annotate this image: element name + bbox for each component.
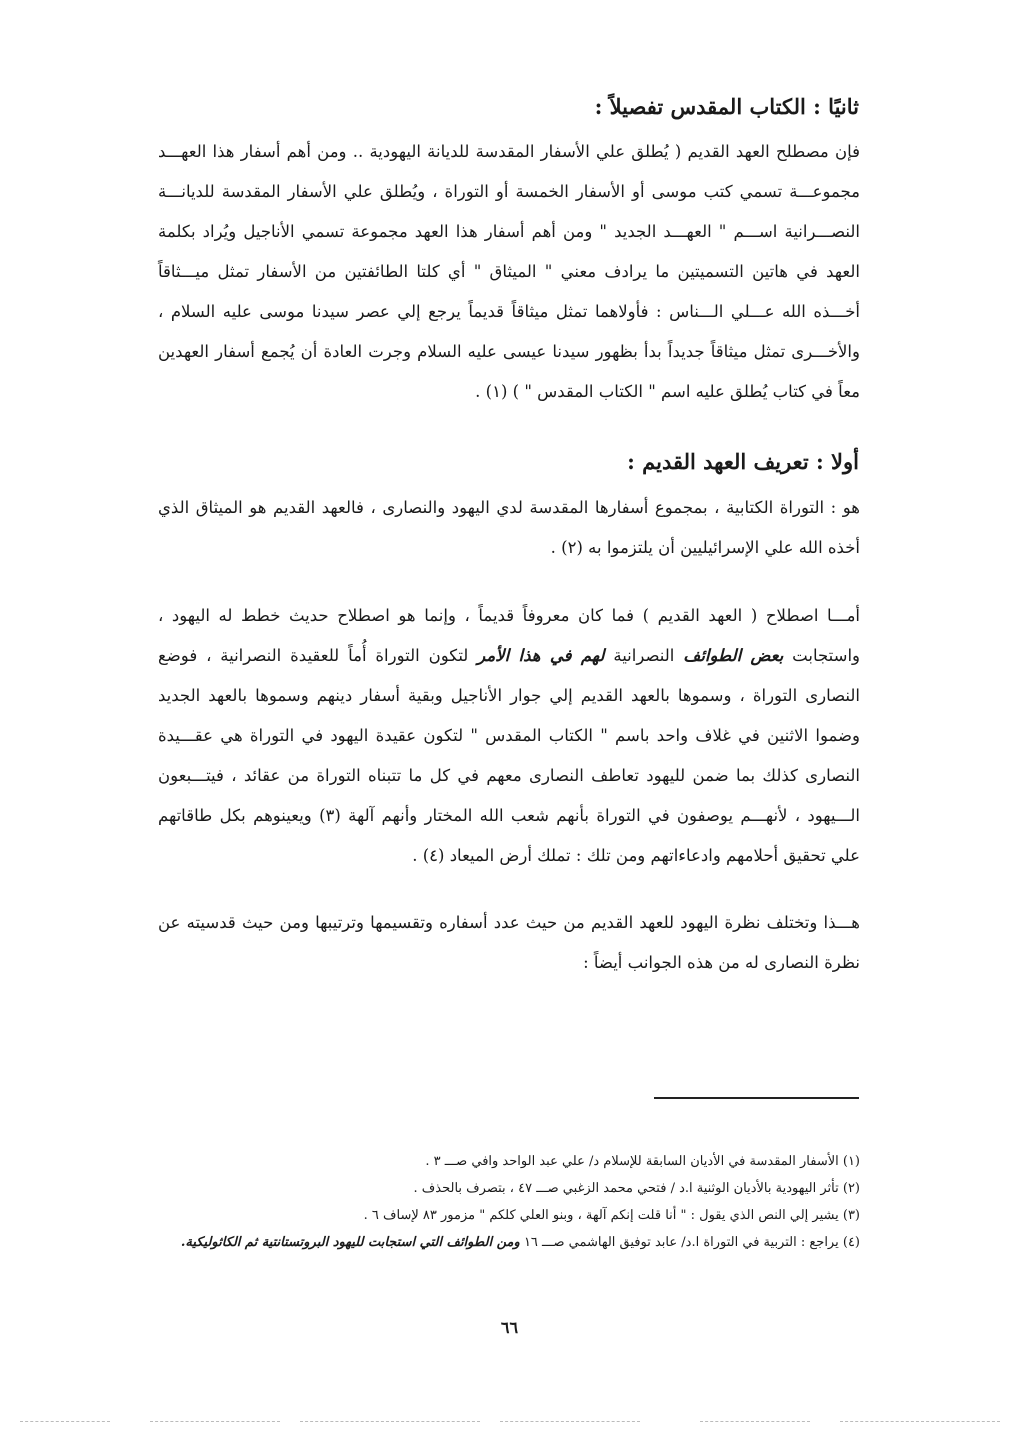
section-heading-firstly: أولا : تعريف العهد القديم : [627,449,859,474]
paragraph-text-part: النصرانية [613,646,675,665]
scan-artifact-line [20,1421,110,1422]
paragraph-text-part: أمـــا اصطلاح ( العهد القديم ) فما كان معروفاً قديماً ، وإنما هو اصطلاح حديث خطط له اليهود ، واستجابت [158,606,861,665]
footnote-2: (٢) تأثر اليهودية بالأديان الوثنية ا.د / فتحي محمد الزغبي صـــ ٤٧ ، بتصرف بالحذف . [413,1181,860,1196]
paragraph-term-origin [158,596,860,876]
scan-artifact-line [700,1421,810,1422]
scan-artifact-line [840,1421,1000,1422]
paragraph-text-part: لتكون التوراة أُماً للعقيدة النصرانية ، فوضع النصارى التوراة ، وسموها بالعهد القديم إلي جوار الأناجيل وبقية أسفار دينهم وسموها بالعهد الجديد وضموا الاثنين في غلاف واحد باسم " الكتاب المقدس " لتكون عقيدة اليهود في التوراة هي عقـــيدة النصارى كذلك بما ضمن لليهود تعاطف النصارى معهم في كل ما تتبناه التوراة من عقائد ، فيتـــبعون الـــيهود ، لأنهـــم يوصفون في التوراة بأنهم شعب الله المختار وأنهم آلهة (٣) ويعينوهم بكل طاقاتهم علي تحقيق أحلامهم وادعاءاتهم ومن تلك : تملك أرض الميعاد (٤) . [158,646,860,865]
scan-artifact-line [500,1421,640,1422]
handwritten-insertion: لهم في هذا الأمر [477,646,605,665]
footnote-4-handwritten: ومن الطوائف التي استجابت لليهود البروتستانتية ثم الكاثوليكية. [180,1235,520,1250]
footnote-4 [100,1229,860,1256]
paragraph-differences: هـــذا وتختلف نظرة اليهود للعهد القديم من حيث عدد أسفاره وتقسيمها وترتيبها ومن حيث قدسيته عن نظرة النصارى له من هذه الجوانب أيضاً : [158,913,860,972]
paragraph-old-testament-definition: هو : التوراة الكتابية ، بمجموع أسفارها المقدسة لدي اليهود والنصارى ، فالعهد القديم هو الميثاق الذي أخذه الله علي الإسرائيليين أن يلتزموا به (٢) . [158,498,860,557]
footnote-3: (٣) يشير إلي النص الذي يقول : " أنا قلت إنكم آلهة ، وبنو العلي كلكم " مزمور ٨٣ لإساف ٦ . [363,1208,860,1223]
footnote-separator [654,1097,859,1099]
handwritten-insertion: بعض الطوائف [683,646,784,665]
footnote-1: (١) الأسفار المقدسة في الأديان السابقة للإسلام د/ علي عبد الواحد وافي صـــ ٣ . [425,1154,860,1169]
page-number: ٦٦ [500,1318,519,1337]
footnote-4-printed: (٤) يراجع : التربية في التوراة ا.د/ عابد توفيق الهاشمي صـــ ١٦ [523,1235,860,1250]
scan-artifact-line [300,1421,480,1422]
section-heading-secondly: ثانيًا : الكتاب المقدس تفصيلاً : [594,94,859,119]
footnotes [100,1148,860,1256]
paragraph-bible-definition: فإن مصطلح العهد القديم ( يُطلق علي الأسفار المقدسة للديانة اليهودية .. ومن أهم أسفار هذا العهـــد مجموعـــة تسمي كتب موسى أو الأسفار الخمسة أو التوراة ، ويُطلق علي الأسفار المقدسة للديانـــة النصـــرانية اســـم " العهـــد الجديد " ومن أهم أسفار هذا العهد مجموعة تسمي الأناجيل ويُراد بكلمة العهد في هاتين التسميتين ما يرادف معني " الميثاق " أي كلتا الطائفتين من الأسفار تمثل ميـــثاقاً أخـــذه الله عـــلي الـــناس : فأولاهما تمثل ميثاقاً قديماً يرجع إلي عصر سيدنا موسى عليه السلام ، والأخـــرى تمثل ميثاقاً جديداً بدأ بظهور سيدنا عيسى عليه السلام وجرت العادة أن يُجمع أسفار العهدين معاً في كتاب يُطلق عليه اسم " الكتاب المقدس " ) (١) . [158,142,860,401]
scan-artifact-line [150,1421,280,1422]
